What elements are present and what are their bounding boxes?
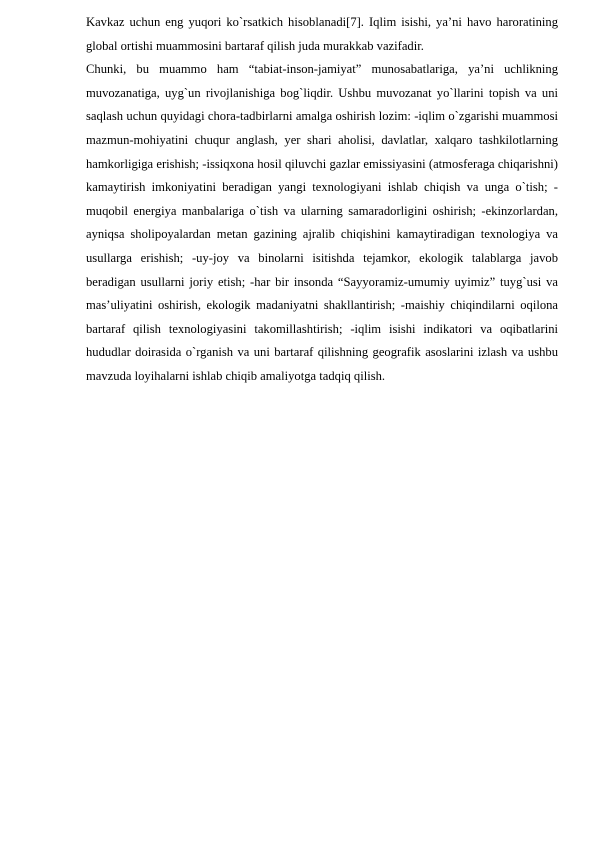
body-text bbox=[86, 11, 558, 389]
paragraph-2: Chunki, bu muammo ham “tabiat-inson-jamiyat” munosabatlariga, ya’ni uchlikning muvozanatiga, uyg`un rivojlanishiga bog`liqdir. Ushbu muvozanat yo`llarini topish va uni saqlash uchun quyidagi chora-tadbirlarni amalga oshirish lozim: -iqlim o`zgarishi muammosi mazmun-mohiyatini chuqur anglash, yer shari aholisi, davlatlar, xalqaro tashkilotlarning hamkorligiga erishish; -issiqxona hosil qiluvchi gazlar emissiyasini (atmosferaga chiqarishni) kamaytirish imkoniyatini beradigan yangi texnologiyani ishlab chiqish va unga o`tish; - muqobil energiya manbalariga o`tish va ularning samaradorligini oshirish; -ekinzorlardan, ayniqsa sholipoyalardan metan gazining ajralib chiqishini kamaytiradigan texnologiya va usullarga erishish; -uy-joy va binolarni isitishda tejamkor, ekologik talablarga javob beradigan usullarni joriy etish; -har bir insonda “Sayyoramiz-umumiy uyimiz” tuyg`usi va mas’uliyatini oshirish, ekologik madaniyatni shakllantirish; -maishiy chiqindilarni oqilona bartaraf qilish texnologiyasini takomillashtirish; -iqlim isishi indikatori va oqibatlarini hududlar doirasida o`rganish va uni bartaraf qilishning geografik asoslarini izlash va ushbu mavzuda loyihalarni ishlab chiqib amaliyotga tadqiq qilish. bbox=[86, 62, 558, 383]
paragraph-1: Kavkaz uchun eng yuqori ko`rsatkich hisoblanadi[7]. Iqlim isishi, ya’ni havo haroratining global ortishi muammosini bartaraf qilish juda murakkab vazifadir. bbox=[86, 15, 558, 53]
